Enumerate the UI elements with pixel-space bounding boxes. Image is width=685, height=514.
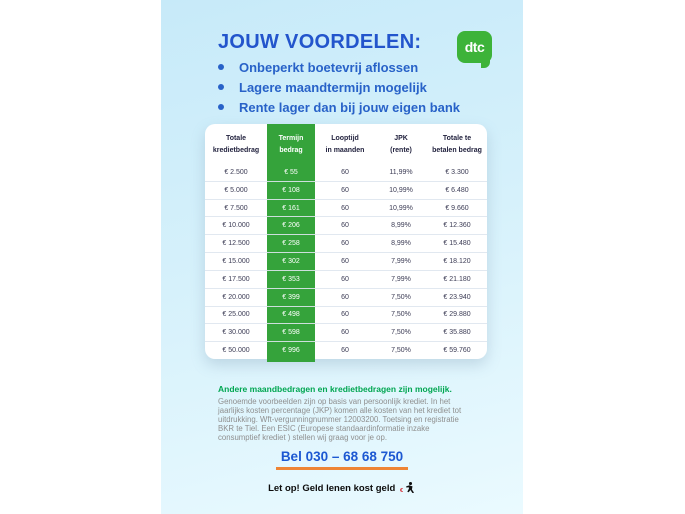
table-cell: € 996	[282, 347, 300, 355]
table-row	[205, 252, 487, 270]
table-cell: € 15.480	[443, 240, 471, 248]
table-cell: 60	[341, 311, 349, 319]
table-cell: € 498	[282, 311, 300, 319]
column-header: JPK (rente)	[390, 135, 412, 154]
table-cell: € 3.300	[445, 168, 469, 176]
table-cell: 60	[341, 275, 349, 283]
geld-lenen-kost-geld-icon	[400, 481, 416, 496]
table-cell: 10,99%	[389, 186, 413, 194]
phone-link[interactable]: Bel 030 – 68 68 750	[276, 449, 408, 470]
table-cell: € 161	[282, 204, 300, 212]
table-cell: € 206	[282, 222, 300, 230]
table-cell: 7,99%	[391, 257, 411, 265]
table-row	[205, 270, 487, 288]
table-cell: € 6.480	[445, 186, 469, 194]
table-cell: € 2.500	[224, 168, 248, 176]
table-cell: 60	[341, 222, 349, 230]
table-cell: 60	[341, 186, 349, 194]
table-cell: € 29.880	[443, 311, 471, 319]
table-row	[205, 323, 487, 341]
bullet-icon	[218, 84, 224, 90]
possibilities-note: Andere maandbedragen en kredietbedragen zijn mogelijk.	[218, 384, 452, 394]
credit-warning	[161, 481, 523, 496]
table-row	[205, 288, 487, 306]
svg-text:€: €	[399, 488, 403, 493]
table-cell: € 9.660	[445, 204, 469, 212]
table-cell: 10,99%	[389, 204, 413, 212]
table-row	[205, 199, 487, 217]
table-cell: 60	[341, 168, 349, 176]
table-cell: € 258	[282, 240, 300, 248]
disclaimer-text	[218, 397, 461, 442]
table-cell: € 59.760	[443, 347, 471, 355]
benefit-item	[218, 57, 460, 77]
table-cell: € 598	[282, 329, 300, 337]
table-row	[205, 164, 487, 181]
table-cell: € 23.940	[443, 293, 471, 301]
table-cell: 7,50%	[391, 311, 411, 319]
dtc-logo	[457, 31, 492, 63]
table-cell: € 21.180	[443, 275, 471, 283]
benefit-item	[218, 97, 460, 117]
table-cell: € 302	[282, 257, 300, 265]
table-cell: 60	[341, 347, 349, 355]
flyer-panel	[161, 0, 523, 514]
disclaimer-line: jaarlijks kosten percentage (JKP) komen alle kosten van het krediet tot	[218, 406, 462, 415]
benefit-label: Onbeperkt boetevrij aflossen	[239, 59, 419, 75]
credit-warning-text: Let op! Geld lenen kost geld	[268, 483, 396, 494]
table-cell: 7,50%	[391, 329, 411, 337]
table-row	[205, 306, 487, 324]
benefit-label: Rente lager dan bij jouw eigen bank	[239, 99, 461, 115]
rates-table-card	[205, 124, 487, 359]
table-cell: € 12.500	[222, 240, 250, 248]
disclaimer-line: consumptief krediet ) stellen wij graag voor je op.	[218, 433, 388, 442]
disclaimer-line: BKR te Tiel. Een ESIC (Europese standaardinformatie inzake	[218, 424, 430, 433]
disclaimer-line: uitdrukking. Wft-vergunningnummer 12003200. Toetsing en registratie	[218, 415, 459, 424]
bullet-icon	[218, 64, 224, 70]
table-cell: € 12.360	[443, 222, 471, 230]
table-cell: 60	[341, 240, 349, 248]
table-body	[205, 164, 487, 359]
table-cell: € 108	[282, 186, 300, 194]
table-cell: € 35.880	[443, 329, 471, 337]
phone-row	[161, 448, 523, 470]
table-cell: € 17.500	[222, 275, 250, 283]
benefits-list	[218, 57, 460, 117]
table-cell: 11,99%	[389, 168, 413, 176]
table-cell: 7,99%	[391, 275, 411, 283]
dtc-logo-text: dtc	[464, 39, 485, 55]
table-cell: € 18.120	[443, 257, 471, 265]
benefit-item	[218, 77, 460, 97]
table-cell: 7,50%	[391, 347, 411, 355]
table-cell: € 399	[282, 293, 300, 301]
table-row	[205, 234, 487, 252]
table-cell: 7,50%	[391, 293, 411, 301]
table-cell: 60	[341, 329, 349, 337]
table-cell: € 7.500	[224, 204, 248, 212]
table-cell: € 353	[282, 275, 300, 283]
bullet-icon	[218, 104, 224, 110]
table-cell: € 20.000	[222, 293, 250, 301]
page-title: JOUW VOORDELEN:	[218, 31, 422, 53]
table-cell: € 10.000	[222, 222, 250, 230]
table-cell: € 50.000	[222, 347, 250, 355]
table-row	[205, 181, 487, 199]
column-header: Totale te betalen bedrag	[432, 135, 482, 154]
column-header: Looptijd in maanden	[325, 135, 365, 154]
table-cell: 8,99%	[391, 222, 411, 230]
table-cell: 60	[341, 257, 349, 265]
table-row	[205, 341, 487, 359]
disclaimer-line: Genoemde voorbeelden zijn op basis van persoonlijk krediet. In het	[218, 397, 451, 406]
table-row	[205, 216, 487, 234]
table-cell: 60	[341, 293, 349, 301]
table-header-row	[205, 124, 487, 164]
table-cell: 8,99%	[391, 240, 411, 248]
column-header: Totale kredietbedrag	[212, 135, 260, 154]
table-cell: € 15.000	[222, 257, 250, 265]
benefit-label: Lagere maandtermijn mogelijk	[239, 79, 427, 95]
table-cell: € 5.000	[224, 186, 248, 194]
table-cell: € 25.000	[222, 311, 250, 319]
column-header: Termijn bedrag	[278, 135, 304, 154]
table-cell: 60	[341, 204, 349, 212]
table-cell: € 30.000	[222, 329, 250, 337]
table-cell: € 55	[284, 168, 298, 176]
